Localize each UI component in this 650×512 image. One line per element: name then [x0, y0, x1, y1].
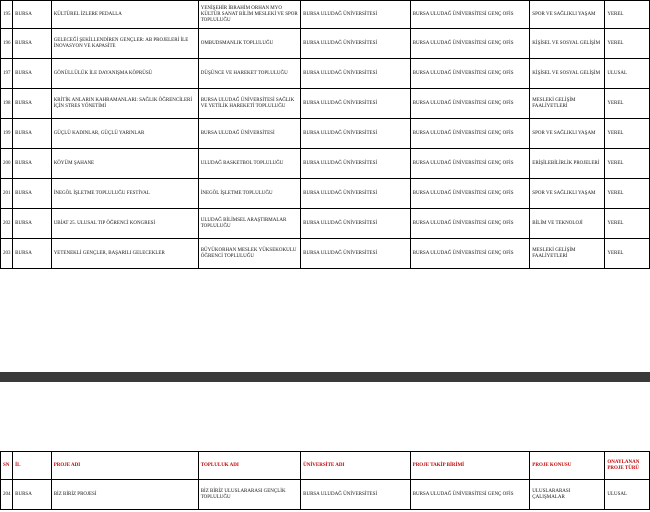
cell-birim: BURSA ULUDAĞ ÜNİVERSİTESİ GENÇ OFİS	[410, 209, 530, 239]
table-row	[1, 1, 650, 29]
cell-il: BURSA	[13, 29, 52, 59]
cell-sn: 197	[1, 59, 13, 89]
table-row	[1, 119, 650, 149]
cell-proje-adi: YETENEKLİ GENÇLER, BAŞARILI GELECEKLER	[51, 239, 198, 269]
table-row	[1, 480, 650, 510]
cell-il: BURSA	[13, 119, 52, 149]
cell-sn: 200	[1, 149, 13, 179]
cell-tur: YEREL	[605, 119, 650, 149]
cell-sn: 195	[1, 1, 13, 29]
cell-universite: BURSA ULUDAĞ ÜNİVERSİTESİ	[301, 119, 411, 149]
cell-proje-adi: GÜÇLÜ KADINLAR, GÜÇLÜ YARINLAR	[51, 119, 198, 149]
cell-il: BURSA	[13, 59, 52, 89]
cell-sn: 196	[1, 29, 13, 59]
cell-topluluk: BURSA ULUDAĞ ÜNİVERSİTESİ SAĞLIK VE YETİLİK HAREKETİ TOPLULUĞU	[198, 89, 300, 119]
cell-il: BURSA	[13, 480, 52, 510]
cell-konu: BİLİM VE TEKNOLOJİ	[530, 209, 605, 239]
table-header-row	[1, 452, 650, 480]
cell-topluluk: BURSA ULUDAĞ ÜNİVERSİTESİ	[198, 119, 300, 149]
cell-universite: BURSA ULUDAĞ ÜNİVERSİTESİ	[301, 1, 411, 29]
header-birim: PROJE TAKİP BİRİMİ	[410, 452, 530, 480]
cell-sn: 203	[1, 239, 13, 269]
cell-birim: BURSA ULUDAĞ ÜNİVERSİTESİ GENÇ OFİS	[410, 179, 530, 209]
cell-topluluk: BİZ BİRİZ ULUSLARARASI GENÇLİK TOPLULUĞU	[198, 480, 300, 510]
cell-konu: SPOR VE SAĞLIKLI YAŞAM	[530, 1, 605, 29]
cell-universite: BURSA ULUDAĞ ÜNİVERSİTESİ	[301, 239, 411, 269]
cell-tur: YEREL	[605, 239, 650, 269]
header-konu: PROJE KONUSU	[530, 452, 605, 480]
cell-konu: MESLEKİ GELİŞİM FAALİYETLERİ	[530, 89, 605, 119]
cell-sn: 198	[1, 89, 13, 119]
cell-topluluk: ULUDAĞ BİLİMSEL ARAŞTIRMALAR TOPLULUĞU	[198, 209, 300, 239]
cell-birim: BURSA ULUDAĞ ÜNİVERSİTESİ GENÇ OFİS	[410, 89, 530, 119]
cell-konu: KİŞİSEL VE SOSYAL GELİŞİM	[530, 29, 605, 59]
cell-birim: BURSA ULUDAĞ ÜNİVERSİTESİ GENÇ OFİS	[410, 480, 530, 510]
cell-konu: SPOR VE SAĞLIKLI YAŞAM	[530, 119, 605, 149]
header-il: İL	[13, 452, 52, 480]
cell-birim: BURSA ULUDAĞ ÜNİVERSİTESİ GENÇ OFİS	[410, 149, 530, 179]
cell-topluluk: BÜYÜKORHAN MESLEK YÜKSEKOKULU ÖĞRENCİ TOPLULUĞU	[198, 239, 300, 269]
cell-tur: YEREL	[605, 29, 650, 59]
cell-proje-adi: KRİTİK ANLARIN KAHRAMANLARI: SAĞLIK ÖĞRENCİLERİ İÇİN STRES YÖNETİMİ	[51, 89, 198, 119]
table-row	[1, 59, 650, 89]
cell-konu: SPOR VE SAĞLIKLI YAŞAM	[530, 179, 605, 209]
cell-topluluk: ULUDAĞ BASKETBOL TOPLULUĞU	[198, 149, 300, 179]
table-row	[1, 29, 650, 59]
table-row	[1, 149, 650, 179]
cell-tur: YEREL	[605, 149, 650, 179]
cell-tur: YEREL	[605, 179, 650, 209]
cell-il: BURSA	[13, 149, 52, 179]
cell-konu: ULUSLARARASI ÇALIŞMALAR	[530, 480, 605, 510]
page-separator	[0, 372, 650, 382]
cell-birim: BURSA ULUDAĞ ÜNİVERSİTESİ GENÇ OFİS	[410, 239, 530, 269]
cell-universite: BURSA ULUDAĞ ÜNİVERSİTESİ	[301, 209, 411, 239]
cell-il: BURSA	[13, 239, 52, 269]
cell-proje-adi: UBİAT 25. ULUSAL TIP ÖĞRENCİ KONGRESİ	[51, 209, 198, 239]
document-page-2	[0, 382, 650, 512]
cell-topluluk: YENİŞEHİR İBRAHİM ORHAN MYO KÜLTÜR SANAT BİLİM MESLEKİ VE SPOR TOPLULUĞU	[198, 1, 300, 29]
cell-universite: BURSA ULUDAĞ ÜNİVERSİTESİ	[301, 89, 411, 119]
cell-tur: YEREL	[605, 209, 650, 239]
cell-proje-adi: GELECEĞİ ŞEKİLLENDİREN GENÇLER: AB PROJELERİ İLE İNOVASYON VE KAPASİTE	[51, 29, 198, 59]
cell-proje-adi: GÖNÜLLÜLÜK İLE DAYANIŞMA KÖPRÜSÜ	[51, 59, 198, 89]
cell-il: BURSA	[13, 179, 52, 209]
cell-konu: MESLEKİ GELİŞİM FAALİYETLERİ	[530, 239, 605, 269]
cell-proje-adi: BİZ BİRİZ PROJESİ	[51, 480, 198, 510]
header-universite: ÜNİVERSİTE ADI	[301, 452, 411, 480]
cell-sn: 202	[1, 209, 13, 239]
cell-universite: BURSA ULUDAĞ ÜNİVERSİTESİ	[301, 149, 411, 179]
cell-universite: BURSA ULUDAĞ ÜNİVERSİTESİ	[301, 29, 411, 59]
table-row	[1, 239, 650, 269]
cell-sn: 204	[1, 480, 13, 510]
cell-proje-adi: KÜLTÜREL İZLERE PEDALLA	[51, 1, 198, 29]
cell-il: BURSA	[13, 209, 52, 239]
cell-konu: ERİŞİLEBİLİRLİK PROJELERİ	[530, 149, 605, 179]
cell-birim: BURSA ULUDAĞ ÜNİVERSİTESİ GENÇ OFİS	[410, 1, 530, 29]
table-row	[1, 209, 650, 239]
cell-universite: BURSA ULUDAĞ ÜNİVERSİTESİ	[301, 59, 411, 89]
table-row	[1, 89, 650, 119]
cell-tur: ULUSAL	[605, 480, 650, 510]
header-proje-adi: PROJE ADI	[51, 452, 198, 480]
cell-sn: 199	[1, 119, 13, 149]
cell-il: BURSA	[13, 1, 52, 29]
cell-topluluk: OMBUDSMANLIK TOPLULUĞU	[198, 29, 300, 59]
cell-tur: YEREL	[605, 1, 650, 29]
cell-birim: BURSA ULUDAĞ ÜNİVERSİTESİ GENÇ OFİS	[410, 59, 530, 89]
cell-il: BURSA	[13, 89, 52, 119]
cell-proje-adi: İNEGÖL İŞLETME TOPLULUĞU FESTİVAL	[51, 179, 198, 209]
cell-sn: 201	[1, 179, 13, 209]
cell-topluluk: İNEGÖL İŞLETME TOPLULUĞU	[198, 179, 300, 209]
cell-proje-adi: KÖYÜM ŞAHANE	[51, 149, 198, 179]
cell-birim: BURSA ULUDAĞ ÜNİVERSİTESİ GENÇ OFİS	[410, 29, 530, 59]
cell-birim: BURSA ULUDAĞ ÜNİVERSİTESİ GENÇ OFİS	[410, 119, 530, 149]
cell-topluluk: DÜŞÜNCE VE HAREKET TOPLULUĞU	[198, 59, 300, 89]
cell-tur: YEREL	[605, 89, 650, 119]
cell-universite: BURSA ULUDAĞ ÜNİVERSİTESİ	[301, 179, 411, 209]
cell-konu: KİŞİSEL VE SOSYAL GELİŞİM	[530, 59, 605, 89]
header-tur: ONAYLANAN PROJE TÜRÜ	[605, 452, 650, 480]
projects-table-page-2	[0, 451, 650, 510]
table-row	[1, 179, 650, 209]
header-topluluk: TOPLULUK ADI	[198, 452, 300, 480]
cell-tur: ULUSAL	[605, 59, 650, 89]
cell-universite: BURSA ULUDAĞ ÜNİVERSİTESİ	[301, 480, 411, 510]
header-sn: SN	[1, 452, 13, 480]
